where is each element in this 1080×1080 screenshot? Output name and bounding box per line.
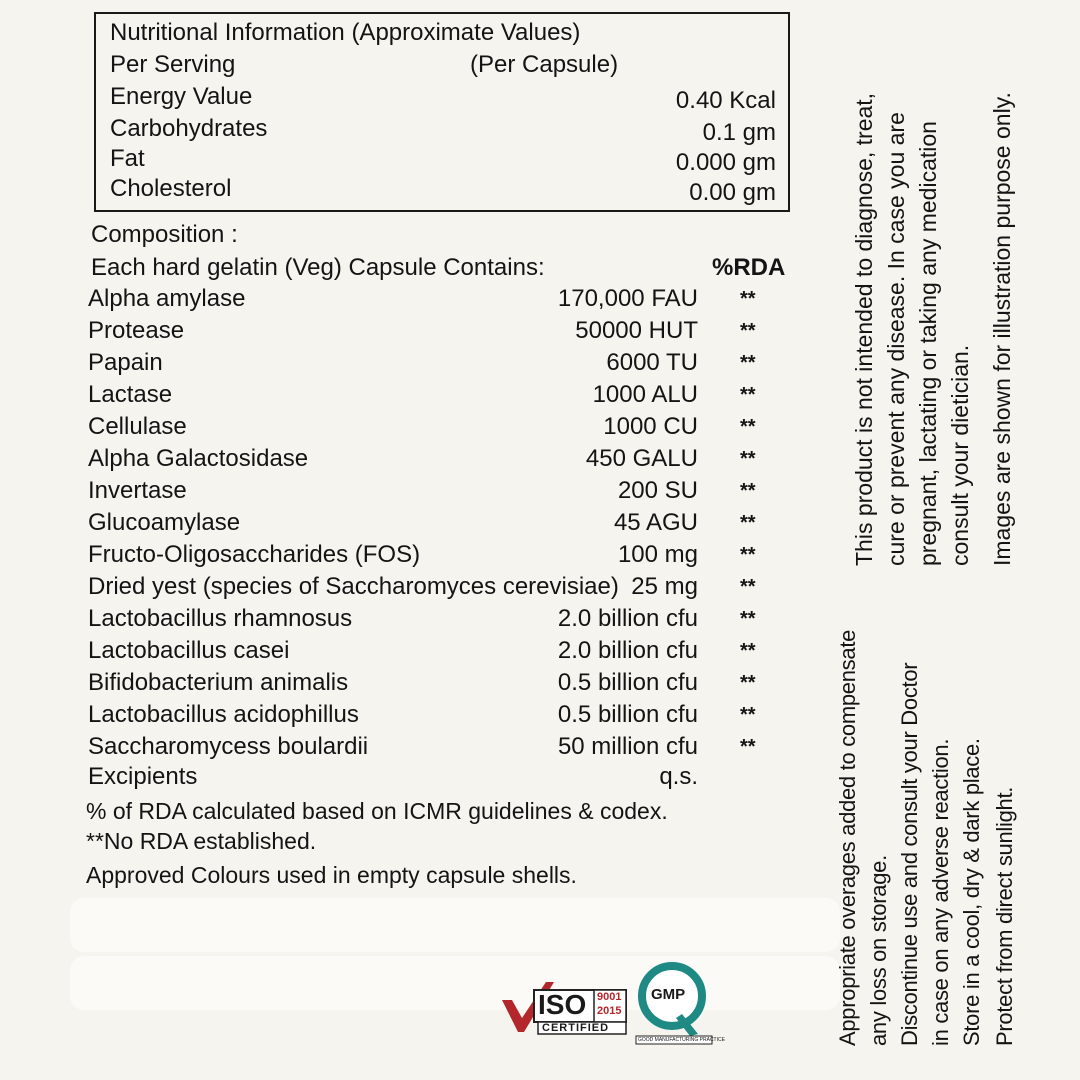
blank-panel	[70, 898, 840, 952]
ingredient-row	[88, 762, 764, 792]
ingredient-row	[88, 316, 764, 346]
nutrition-label: Carbohydrates	[110, 115, 268, 142]
ingredient-row	[88, 444, 764, 474]
disclaimer-line: cure or prevent any disease. In case you are	[883, 112, 909, 566]
nutrition-row	[110, 114, 776, 144]
ingredient-rda: **	[740, 736, 756, 758]
ingredient-qty: 1000 CU	[603, 413, 698, 440]
ingredient-row	[88, 572, 764, 602]
storage-text	[832, 630, 1020, 1046]
ingredient-rda: **	[740, 704, 756, 726]
storage-line: Store in a cool, dry & dark place.	[959, 738, 984, 1046]
ingredient-row	[88, 668, 764, 698]
no-rda-note: **No RDA established.	[86, 828, 317, 854]
ingredient-rda: **	[740, 608, 756, 630]
ingredient-qty: 170,000 FAU	[557, 285, 698, 312]
ingredient-rda: **	[740, 288, 756, 310]
ingredient-qty: 2.0 billion cfu	[557, 637, 698, 664]
disclaimer-line: This product is not intended to diagnose, treat,	[851, 92, 877, 566]
nutrition-value: 0.40 Kcal	[675, 87, 776, 114]
ingredient-rda: **	[740, 640, 756, 662]
ingredient-qty: 200 SU	[617, 477, 698, 504]
storage-line: Discontinue use and consult your Doctor	[897, 662, 922, 1046]
disclaimer-text	[848, 92, 1018, 566]
ingredient-rda: **	[740, 576, 756, 598]
nutrition-title-row	[110, 18, 776, 48]
ingredient-rda: **	[740, 320, 756, 342]
nutrition-value: 0.000 gm	[675, 149, 776, 176]
ingredient-qty: 2.0 billion cfu	[557, 605, 698, 632]
ingredient-rda: **	[740, 544, 756, 566]
gmp-mark: GMP	[651, 986, 686, 1003]
ingredient-name: Excipients	[88, 763, 198, 790]
ingredient-rda: **	[740, 448, 756, 470]
ingredient-qty: 50 million cfu	[557, 733, 698, 760]
ingredient-row	[88, 348, 764, 378]
blank-panel	[70, 956, 840, 1010]
ingredient-name: Fructo-Oligosaccharides (FOS)	[88, 541, 421, 568]
ingredient-qty: 450 GALU	[585, 445, 698, 472]
disclaimer-line: consult your dietician.	[947, 344, 973, 566]
ingredient-qty: 25 mg	[631, 573, 698, 600]
composition-title: Composition :	[91, 221, 238, 248]
iso-mark: ISO	[538, 989, 587, 1020]
ingredient-name: Bifidobacterium animalis	[88, 669, 349, 696]
ingredient-qty: 45 AGU	[613, 509, 698, 536]
ingredient-row	[88, 732, 764, 762]
ingredient-name: Lactobacillus rhamnosus	[88, 605, 353, 632]
ingredient-row	[88, 636, 764, 666]
ingredient-qty: 6000 TU	[606, 349, 698, 376]
ingredient-rda: **	[740, 416, 756, 438]
ingredient-name: Papain	[88, 349, 163, 376]
storage-line: in case on any adverse reaction.	[928, 738, 953, 1046]
illustration-line: Images are shown for illustration purpose only.	[989, 92, 1015, 566]
nutrition-row	[110, 144, 776, 174]
ingredient-qty: q.s.	[659, 763, 698, 790]
nutrition-title: Nutritional Information (Approximate Values)	[110, 19, 581, 46]
ingredient-name: Cellulase	[88, 413, 187, 440]
ingredient-name: Alpha Galactosidase	[88, 445, 309, 472]
rda-header: %RDA	[712, 254, 786, 281]
nutrition-row	[110, 174, 776, 204]
ingredient-name: Lactobacillus casei	[88, 637, 290, 664]
storage-line: any loss on storage.	[866, 855, 891, 1046]
iso-year1: 9001	[597, 991, 622, 1003]
per-serving-value: (Per Capsule)	[470, 51, 619, 78]
ingredient-name: Dried yest (species of Saccharomyces cerevisiae)	[88, 573, 619, 600]
ingredient-name: Protease	[88, 317, 185, 344]
gmp-q-icon	[634, 962, 714, 1046]
ingredient-row	[88, 412, 764, 442]
rda-note: % of RDA calculated based on ICMR guidelines & codex.	[86, 798, 668, 824]
iso-certified-logo	[498, 978, 630, 1036]
iso-certified: CERTIFIED	[542, 1022, 610, 1034]
ingredient-qty: 1000 ALU	[592, 381, 698, 408]
nutrition-label: Fat	[110, 145, 145, 172]
ingredient-row	[88, 284, 764, 314]
storage-line: Appropriate overages added to compensate	[835, 629, 860, 1046]
nutrition-value: 0.1 gm	[702, 119, 776, 146]
ingredient-rda: **	[740, 384, 756, 406]
ingredient-row	[88, 604, 764, 634]
ingredient-rda: **	[740, 480, 756, 502]
disclaimer-line: pregnant, lactating or taking any medication	[915, 121, 941, 566]
ingredient-name: Saccharomycess boulardii	[88, 733, 369, 760]
ingredient-qty: 0.5 billion cfu	[557, 669, 698, 696]
ingredient-name: Alpha amylase	[88, 285, 246, 312]
per-serving-row	[110, 50, 776, 80]
per-serving-label: Per Serving	[110, 51, 236, 78]
ingredient-name: Invertase	[88, 477, 187, 504]
nutrition-value: 0.00 gm	[689, 179, 776, 206]
storage-line: Protect from direct sunlight.	[992, 786, 1017, 1046]
ingredient-name: Lactase	[88, 381, 173, 408]
ingredient-rda: **	[740, 512, 756, 534]
ingredient-qty: 100 mg	[617, 541, 698, 568]
iso-year2: 2015	[597, 1005, 622, 1017]
ingredient-rda: **	[740, 672, 756, 694]
nutrition-row	[110, 82, 776, 112]
nutrition-table	[94, 12, 790, 212]
ingredient-row	[88, 508, 764, 538]
ingredient-qty: 0.5 billion cfu	[557, 701, 698, 728]
gmp-logo	[634, 962, 725, 1046]
ingredient-row	[88, 540, 764, 570]
ingredient-name: Glucoamylase	[88, 509, 241, 536]
ingredient-name: Lactobacillus acidophillus	[88, 701, 359, 728]
ingredient-qty: 50000 HUT	[575, 317, 698, 344]
composition-subtitle: Each hard gelatin (Veg) Capsule Contains:	[91, 254, 545, 281]
ingredient-row	[88, 700, 764, 730]
gmp-caption: GOOD MANUFACTURING PRACTICE	[638, 1037, 725, 1043]
nutrition-label: Cholesterol	[110, 175, 232, 202]
ingredient-row	[88, 380, 764, 410]
ingredient-rda: **	[740, 352, 756, 374]
ingredient-row	[88, 476, 764, 506]
nutrition-label: Energy Value	[110, 83, 253, 110]
colours-note: Approved Colours used in empty capsule shells.	[86, 862, 577, 888]
